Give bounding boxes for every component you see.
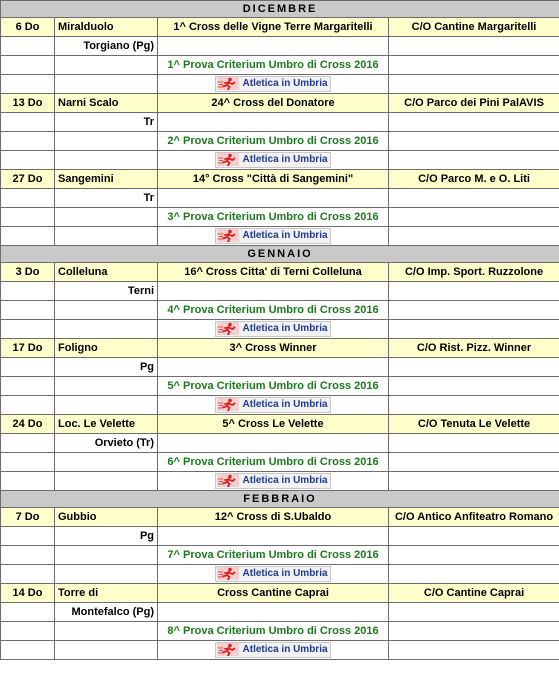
- event-venue: C/O Cantine Margaritelli: [389, 18, 559, 37]
- event-place2-row: [1, 603, 559, 622]
- badge-label: Atletica in Umbria: [242, 323, 328, 335]
- event-badge-row: [1, 565, 559, 584]
- badge-label: Atletica in Umbria: [242, 644, 328, 656]
- empty-cell: [158, 603, 389, 622]
- event-prova-row: [1, 453, 559, 472]
- badge-label: Atletica in Umbria: [242, 568, 328, 580]
- month-name: FEBBRAIO: [1, 491, 559, 508]
- empty-cell: [389, 208, 559, 227]
- runner-icon: [217, 643, 239, 656]
- event-place: Sangemini: [55, 170, 158, 189]
- atletica-in-umbria-link[interactable]: [215, 76, 330, 92]
- empty-cell: [1, 132, 55, 151]
- empty-cell: [1, 113, 55, 132]
- empty-cell: [389, 320, 559, 339]
- event-prova: 4^ Prova Criterium Umbro di Cross 2016: [158, 301, 389, 320]
- event-place2: Pg: [55, 527, 158, 546]
- event-venue: C/O Cantine Caprai: [389, 584, 559, 603]
- event-prova: 5^ Prova Criterium Umbro di Cross 2016: [158, 377, 389, 396]
- empty-cell: [158, 37, 389, 56]
- empty-cell: [158, 282, 389, 301]
- empty-cell: [389, 282, 559, 301]
- badge-label: Atletica in Umbria: [242, 154, 328, 166]
- empty-cell: [1, 37, 55, 56]
- event-prova: 7^ Prova Criterium Umbro di Cross 2016: [158, 546, 389, 565]
- event-venue: C/O Rist. Pizz. Winner: [389, 339, 559, 358]
- event-badge-row: [1, 641, 559, 660]
- event-prova-row: [1, 377, 559, 396]
- empty-cell: [158, 113, 389, 132]
- empty-cell: [1, 641, 55, 660]
- empty-cell: [389, 603, 559, 622]
- empty-cell: [1, 622, 55, 641]
- empty-cell: [389, 472, 559, 491]
- month-name: GENNAIO: [1, 246, 559, 263]
- empty-cell: [55, 641, 158, 660]
- event-day: 27 Do: [1, 170, 55, 189]
- atletica-in-umbria-link[interactable]: [215, 321, 330, 337]
- empty-cell: [389, 75, 559, 94]
- empty-cell: [389, 189, 559, 208]
- month-name: DICEMBRE: [1, 1, 559, 18]
- badge-cell: [158, 641, 389, 660]
- empty-cell: [55, 565, 158, 584]
- empty-cell: [55, 227, 158, 246]
- event-row: [1, 584, 559, 603]
- event-title: Cross Cantine Caprai: [158, 584, 389, 603]
- empty-cell: [1, 546, 55, 565]
- runner-icon: [217, 77, 239, 90]
- event-row: [1, 263, 559, 282]
- empty-cell: [389, 565, 559, 584]
- empty-cell: [389, 377, 559, 396]
- badge-cell: [158, 227, 389, 246]
- empty-cell: [1, 453, 55, 472]
- event-place: Foligno: [55, 339, 158, 358]
- event-place2: Tr: [55, 189, 158, 208]
- event-day: 3 Do: [1, 263, 55, 282]
- empty-cell: [55, 320, 158, 339]
- empty-cell: [1, 527, 55, 546]
- badge-label: Atletica in Umbria: [242, 475, 328, 487]
- event-badge-row: [1, 472, 559, 491]
- runner-icon: [217, 229, 239, 242]
- event-title: 14° Cross "Città di Sangemini": [158, 170, 389, 189]
- atletica-in-umbria-link[interactable]: [215, 152, 330, 168]
- event-row: [1, 508, 559, 527]
- event-prova-row: [1, 622, 559, 641]
- empty-cell: [389, 434, 559, 453]
- empty-cell: [1, 56, 55, 75]
- event-prova-row: [1, 132, 559, 151]
- empty-cell: [1, 282, 55, 301]
- empty-cell: [1, 320, 55, 339]
- event-place2-row: [1, 37, 559, 56]
- empty-cell: [1, 377, 55, 396]
- event-day: 17 Do: [1, 339, 55, 358]
- empty-cell: [55, 546, 158, 565]
- empty-cell: [1, 75, 55, 94]
- month-header-row: [1, 246, 559, 263]
- empty-cell: [389, 151, 559, 170]
- event-row: [1, 18, 559, 37]
- event-title: 5^ Cross Le Velette: [158, 415, 389, 434]
- atletica-in-umbria-link[interactable]: [215, 566, 330, 582]
- empty-cell: [389, 358, 559, 377]
- event-venue: C/O Parco dei Pini PalAVIS: [389, 94, 559, 113]
- event-title: 24^ Cross del Donatore: [158, 94, 389, 113]
- month-header-row: [1, 491, 559, 508]
- atletica-in-umbria-link[interactable]: [215, 473, 330, 489]
- event-place2-row: [1, 434, 559, 453]
- atletica-in-umbria-link[interactable]: [215, 397, 330, 413]
- empty-cell: [1, 472, 55, 491]
- event-venue: C/O Parco M. e O. Liti: [389, 170, 559, 189]
- badge-cell: [158, 396, 389, 415]
- event-place2-row: [1, 358, 559, 377]
- empty-cell: [1, 208, 55, 227]
- event-prova: 6^ Prova Criterium Umbro di Cross 2016: [158, 453, 389, 472]
- empty-cell: [1, 151, 55, 170]
- empty-cell: [1, 227, 55, 246]
- event-row: [1, 339, 559, 358]
- event-row: [1, 170, 559, 189]
- empty-cell: [55, 75, 158, 94]
- empty-cell: [158, 434, 389, 453]
- badge-cell: [158, 151, 389, 170]
- event-row: [1, 94, 559, 113]
- atletica-in-umbria-link[interactable]: [215, 642, 330, 658]
- empty-cell: [1, 358, 55, 377]
- event-venue: C/O Antico Anfiteatro Romano: [389, 508, 559, 527]
- event-row: [1, 415, 559, 434]
- empty-cell: [55, 377, 158, 396]
- empty-cell: [389, 37, 559, 56]
- event-day: 14 Do: [1, 584, 55, 603]
- runner-icon: [217, 322, 239, 335]
- empty-cell: [389, 622, 559, 641]
- event-place: Torre di: [55, 584, 158, 603]
- event-place2: Pg: [55, 358, 158, 377]
- event-place2: Montefalco (Pg): [55, 603, 158, 622]
- event-title: 16^ Cross Citta' di Terni Colleluna: [158, 263, 389, 282]
- empty-cell: [158, 358, 389, 377]
- runner-icon: [217, 474, 239, 487]
- event-place2-row: [1, 189, 559, 208]
- empty-cell: [55, 56, 158, 75]
- empty-cell: [55, 301, 158, 320]
- empty-cell: [55, 208, 158, 227]
- event-prova-row: [1, 301, 559, 320]
- month-header-row: [1, 1, 559, 18]
- badge-cell: [158, 75, 389, 94]
- empty-cell: [158, 527, 389, 546]
- badge-label: Atletica in Umbria: [242, 399, 328, 411]
- empty-cell: [1, 565, 55, 584]
- event-prova: 2^ Prova Criterium Umbro di Cross 2016: [158, 132, 389, 151]
- runner-icon: [217, 398, 239, 411]
- runner-icon: [217, 153, 239, 166]
- event-badge-row: [1, 75, 559, 94]
- event-place2: Orvieto (Tr): [55, 434, 158, 453]
- badge-cell: [158, 320, 389, 339]
- empty-cell: [389, 396, 559, 415]
- empty-cell: [55, 132, 158, 151]
- event-place: Colleluna: [55, 263, 158, 282]
- event-venue: C/O Imp. Sport. Ruzzolone: [389, 263, 559, 282]
- empty-cell: [389, 132, 559, 151]
- empty-cell: [55, 453, 158, 472]
- event-place: Loc. Le Velette: [55, 415, 158, 434]
- event-badge-row: [1, 227, 559, 246]
- event-place: Narni Scalo: [55, 94, 158, 113]
- event-place2-row: [1, 527, 559, 546]
- empty-cell: [55, 472, 158, 491]
- event-day: 13 Do: [1, 94, 55, 113]
- empty-cell: [158, 189, 389, 208]
- empty-cell: [389, 301, 559, 320]
- event-title: 12^ Cross di S.Ubaldo: [158, 508, 389, 527]
- empty-cell: [389, 113, 559, 132]
- event-day: 24 Do: [1, 415, 55, 434]
- event-place: Gubbio: [55, 508, 158, 527]
- event-prova: 3^ Prova Criterium Umbro di Cross 2016: [158, 208, 389, 227]
- empty-cell: [1, 396, 55, 415]
- event-badge-row: [1, 151, 559, 170]
- empty-cell: [1, 189, 55, 208]
- empty-cell: [1, 603, 55, 622]
- badge-label: Atletica in Umbria: [242, 78, 328, 90]
- empty-cell: [55, 396, 158, 415]
- event-place2-row: [1, 113, 559, 132]
- event-place2: Torgiano (Pg): [55, 37, 158, 56]
- event-prova: 1^ Prova Criterium Umbro di Cross 2016: [158, 56, 389, 75]
- empty-cell: [1, 434, 55, 453]
- event-place2: Terni: [55, 282, 158, 301]
- event-prova-row: [1, 208, 559, 227]
- empty-cell: [1, 301, 55, 320]
- event-prova-row: [1, 56, 559, 75]
- event-place2: Tr: [55, 113, 158, 132]
- empty-cell: [55, 151, 158, 170]
- event-day: 6 Do: [1, 18, 55, 37]
- event-day: 7 Do: [1, 508, 55, 527]
- empty-cell: [389, 453, 559, 472]
- event-prova-row: [1, 546, 559, 565]
- event-place: Miralduolo: [55, 18, 158, 37]
- badge-cell: [158, 472, 389, 491]
- atletica-in-umbria-link[interactable]: [215, 228, 330, 244]
- empty-cell: [389, 546, 559, 565]
- event-badge-row: [1, 320, 559, 339]
- event-prova: 8^ Prova Criterium Umbro di Cross 2016: [158, 622, 389, 641]
- event-title: 3^ Cross Winner: [158, 339, 389, 358]
- badge-label: Atletica in Umbria: [242, 230, 328, 242]
- badge-cell: [158, 565, 389, 584]
- empty-cell: [389, 641, 559, 660]
- event-venue: C/O Tenuta Le Velette: [389, 415, 559, 434]
- runner-icon: [217, 567, 239, 580]
- empty-cell: [389, 527, 559, 546]
- empty-cell: [55, 622, 158, 641]
- event-title: 1^ Cross delle Vigne Terre Margaritelli: [158, 18, 389, 37]
- event-place2-row: [1, 282, 559, 301]
- empty-cell: [389, 227, 559, 246]
- empty-cell: [389, 56, 559, 75]
- event-badge-row: [1, 396, 559, 415]
